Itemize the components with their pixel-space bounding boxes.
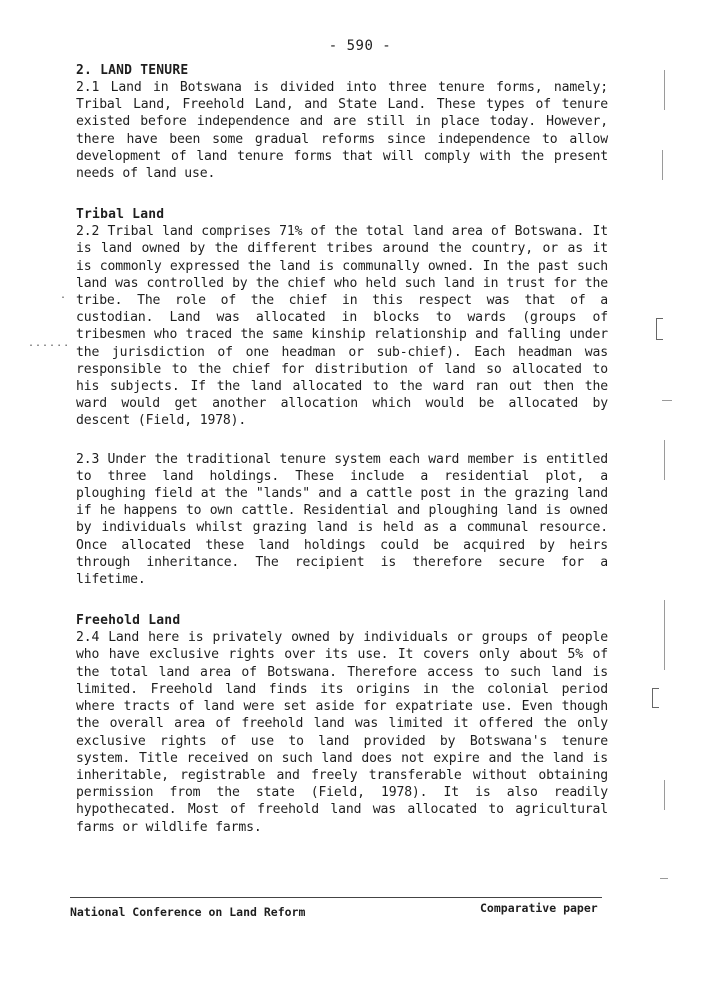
scan-mark (664, 70, 665, 110)
scan-mark (662, 150, 663, 180)
section-freehold-land (76, 612, 608, 835)
footer-right-text: Comparative paper (480, 901, 598, 915)
paragraph-2-4: 2.4 Land here is privately owned by individuals or groups of people who have exclusive rights over its use. It covers only about 5% of the total land area of Botswana. Therefore access to such land is limited. Freehold land finds its origins in the colonial period where tracts of land were set aside for expatriate use. Even though the overall area of freehold land was limited it offered the only exclusive rights of use to land provided by Botswana's tenure system. Title received on such land does not expire and the land is inheritable, registrable and freely transferable without obtaining permission from the state (Field, 1978). It is also readily hypothecated. Most of freehold land was allocated to agricultural farms or wildlife farms. (76, 630, 608, 835)
scan-mark (660, 878, 668, 879)
section-heading: Freehold Land (76, 613, 181, 629)
scan-mark (664, 780, 665, 810)
footer-left-text: National Conference on Land Reform (70, 905, 306, 919)
section-heading: Tribal Land (76, 207, 165, 223)
scan-dots: ...... (28, 338, 71, 349)
document-body (76, 62, 608, 836)
scan-bracket (656, 318, 663, 340)
page-number: - 590 - (328, 38, 392, 54)
paragraph-2-3: 2.3 Under the traditional tenure system each ward member is entitled to three land holdings. These include a residential plot, a ploughing field at the "lands" and a cattle post in the grazing land if he happens to own cattle. Residential and ploughing land is owned by individuals whilst grazing land is held as a communal resource. Once allocated these land holdings could be acquired by heirs through inheritance. The recipient is therefore secure for a lifetime. (76, 451, 608, 588)
footer-rule (70, 897, 602, 898)
section-tribal-land (76, 206, 608, 588)
scan-mark (664, 440, 665, 480)
scan-mark (662, 400, 672, 401)
paragraph-2-2: 2.2 Tribal land comprises 71% of the total land area of Botswana. It is land owned by the different tribes around the country, or as it is commonly expressed the land is communally owned. In the past such land was controlled by the chief who held such land in trust for the tribe. The role of the chief in this respect was that of a custodian. Land was allocated in blocks to wards (groups of tribesmen who traced the same kinship relationship and falling under the jurisdiction of one headman or sub-chief). Each headman was responsible to the chief for distribution of land so allocated to his subjects. If the land allocated to the ward ran out then the ward would get another allocation which would be allocated by descent (Field, 1978). (76, 224, 608, 429)
section-heading: 2. LAND TENURE (76, 63, 189, 78)
scan-bracket (652, 688, 659, 708)
scan-mark (664, 600, 665, 670)
scan-dots: . (60, 290, 68, 301)
paragraph-2-1: 2.1 Land in Botswana is divided into three tenure forms, namely; Tribal Land, Freehold Land, and State Land. These types of tenure existed before independence and are still in place today. However, there have been some gradual reforms since independence to allow development of land tenure forms that will comply with the present needs of land use. (76, 80, 608, 182)
section-land-tenure (76, 62, 608, 182)
